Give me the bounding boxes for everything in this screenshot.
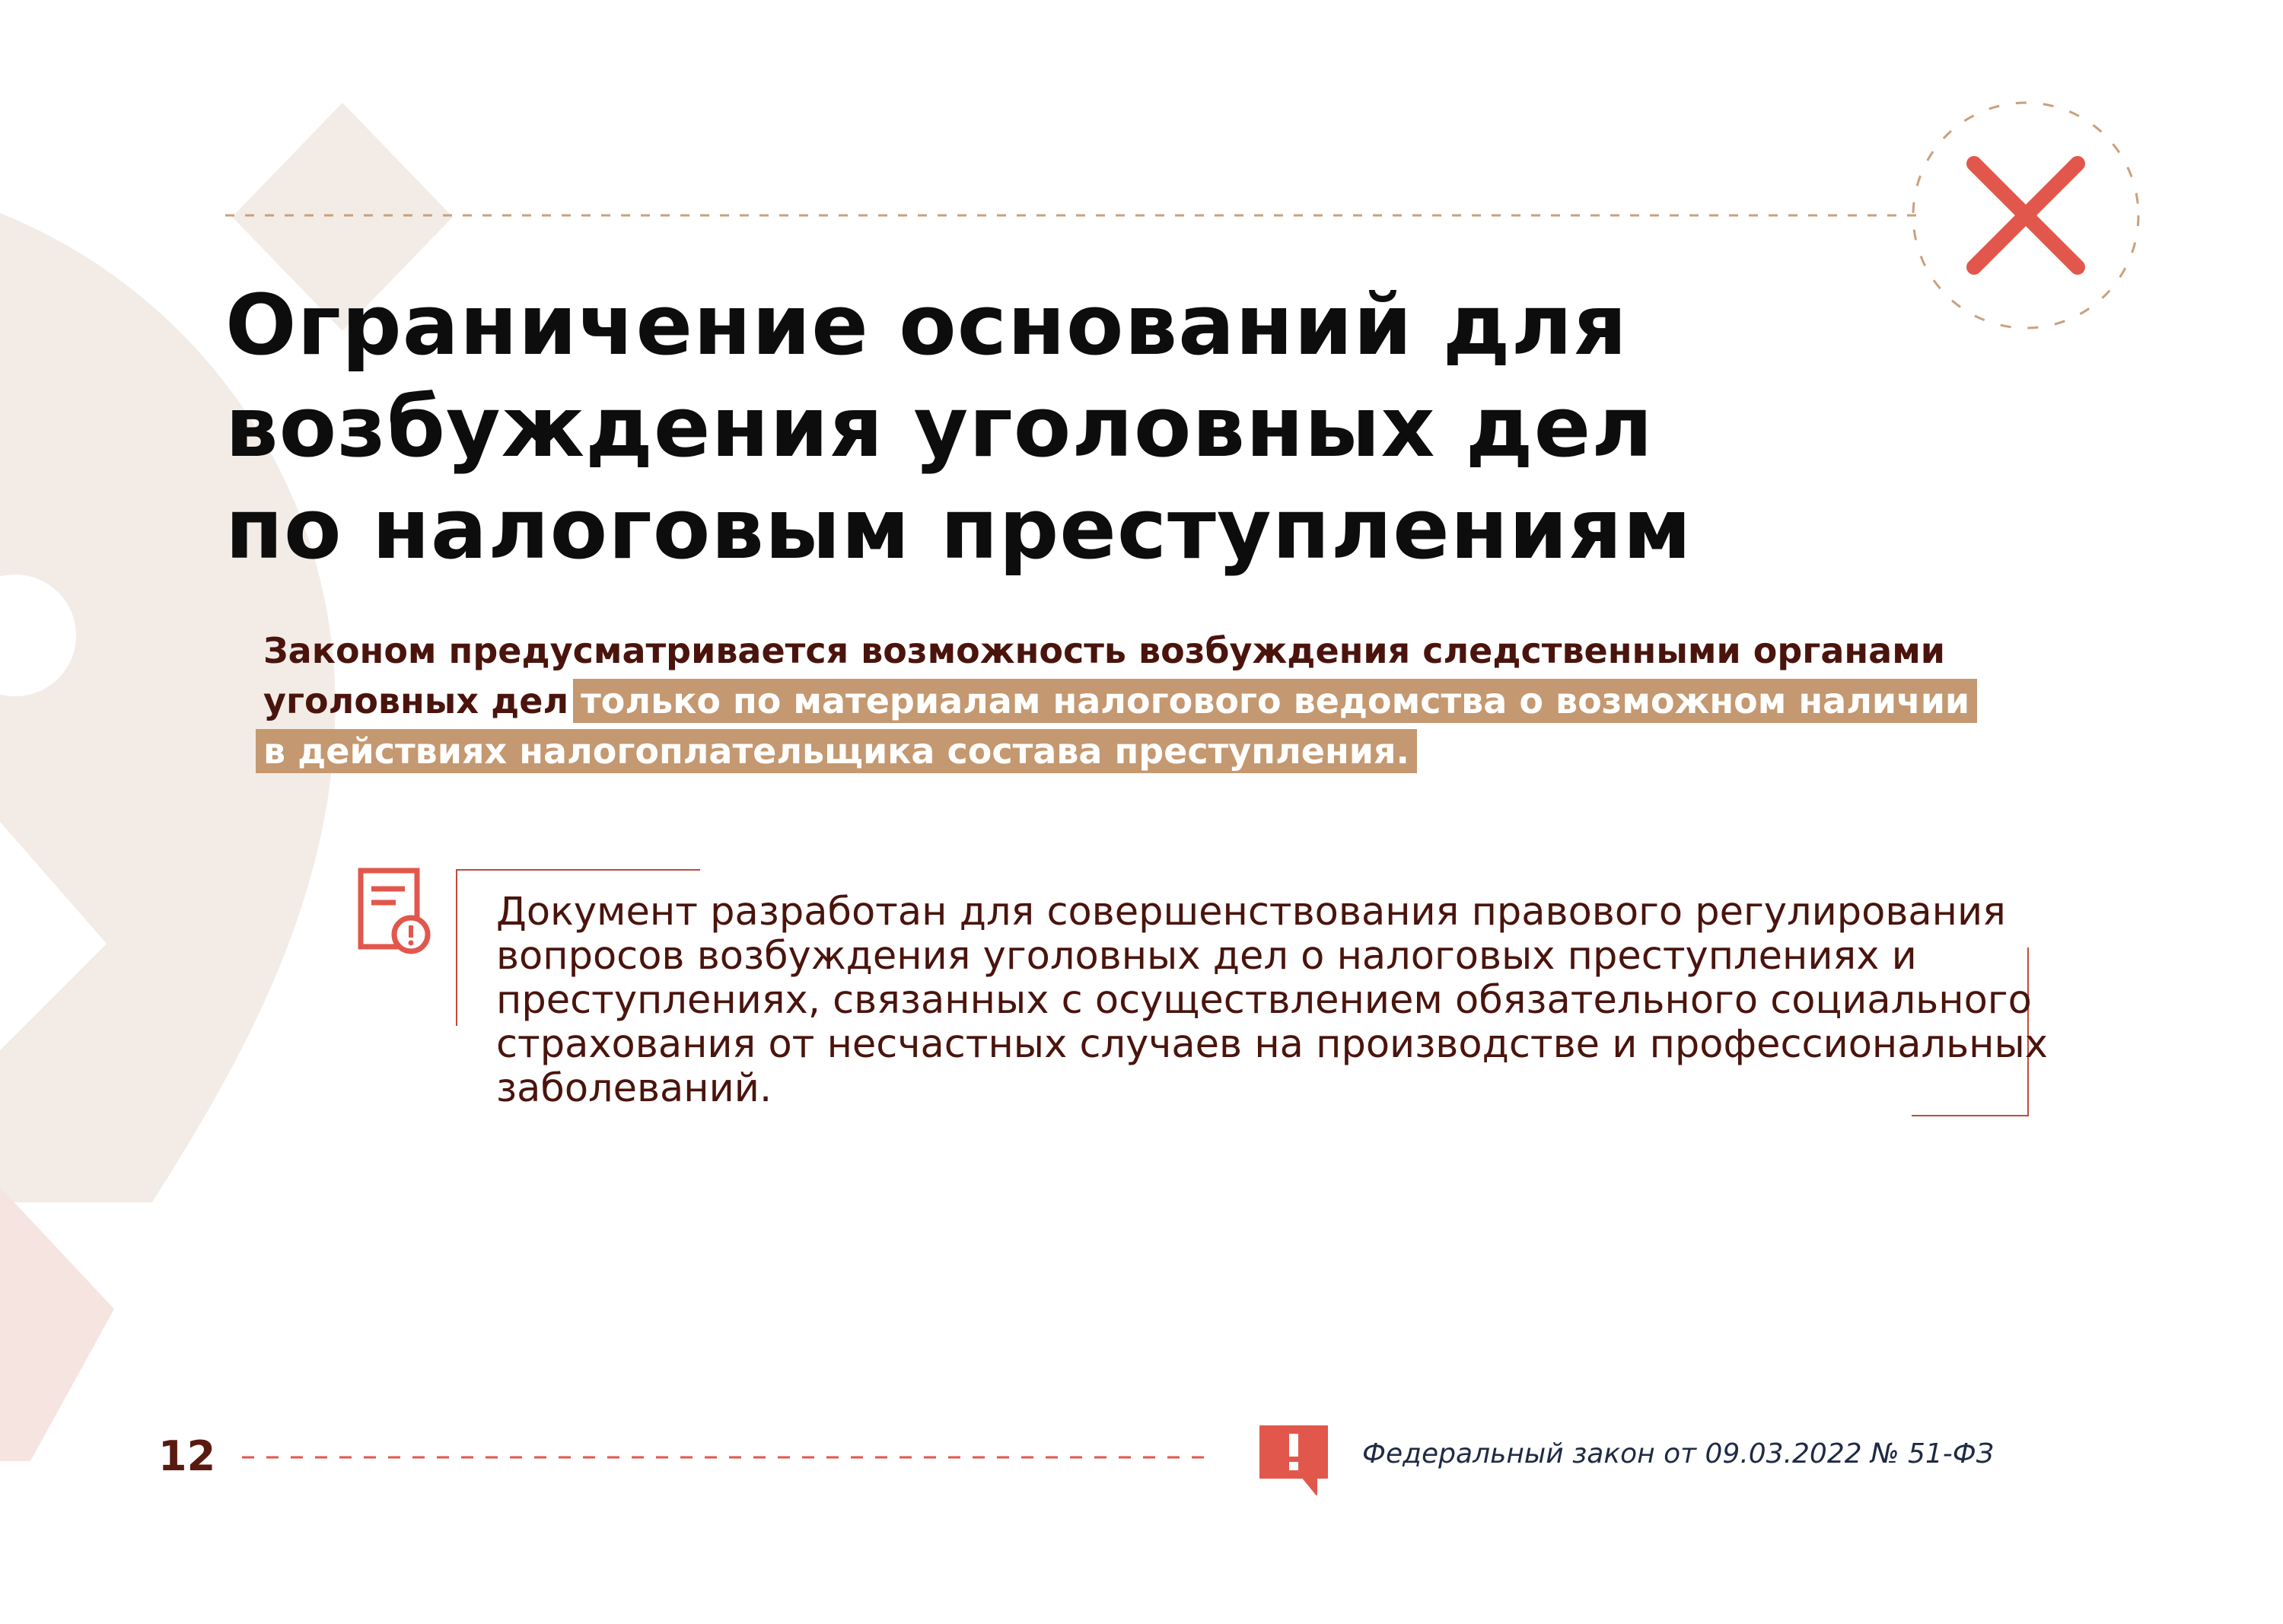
document-warning-icon xyxy=(358,868,434,959)
law-reference: Федеральный закон от 09.03.2022 № 51-ФЗ xyxy=(1362,1438,1994,1470)
note-line: преступлениях, связанных с осуществлением обязательного социального xyxy=(496,978,2032,1023)
title-line: Ограничение оснований для xyxy=(225,276,1628,374)
deco-pink-shape xyxy=(0,1187,114,1461)
lead-line xyxy=(263,676,2014,726)
lead-highlight: в действиях налогоплательщика состава преступления. xyxy=(256,729,1417,773)
page-number: 12 xyxy=(158,1432,216,1480)
title-line: возбуждения уголовных дел xyxy=(225,378,1654,476)
lead-plain-text: уголовных дел xyxy=(263,680,569,721)
note-line: Документ разработан для совершенствования правового регулирования xyxy=(496,890,2006,935)
lead-line: Законом предусматривается возможность возбуждения следственными органами xyxy=(263,630,1946,671)
page-title xyxy=(225,274,1747,580)
lead-highlight: только по материалам налогового ведомства о возможном наличии xyxy=(573,679,1977,723)
note-line: заболеваний. xyxy=(496,1066,772,1111)
note-line: вопросов возбуждения уголовных дел о налоговых преступлениях и xyxy=(496,934,1917,979)
lead-line xyxy=(263,726,2014,776)
cross-icon xyxy=(1965,154,2087,276)
title-line: по налоговым преступлениям xyxy=(225,480,1692,578)
exclamation-speech-bubble-icon xyxy=(1256,1422,1332,1498)
lead-paragraph xyxy=(263,626,2014,776)
note-line: страхования от несчастных случаев на производстве и профессиональных xyxy=(496,1022,2048,1067)
note-text xyxy=(496,890,2048,1111)
